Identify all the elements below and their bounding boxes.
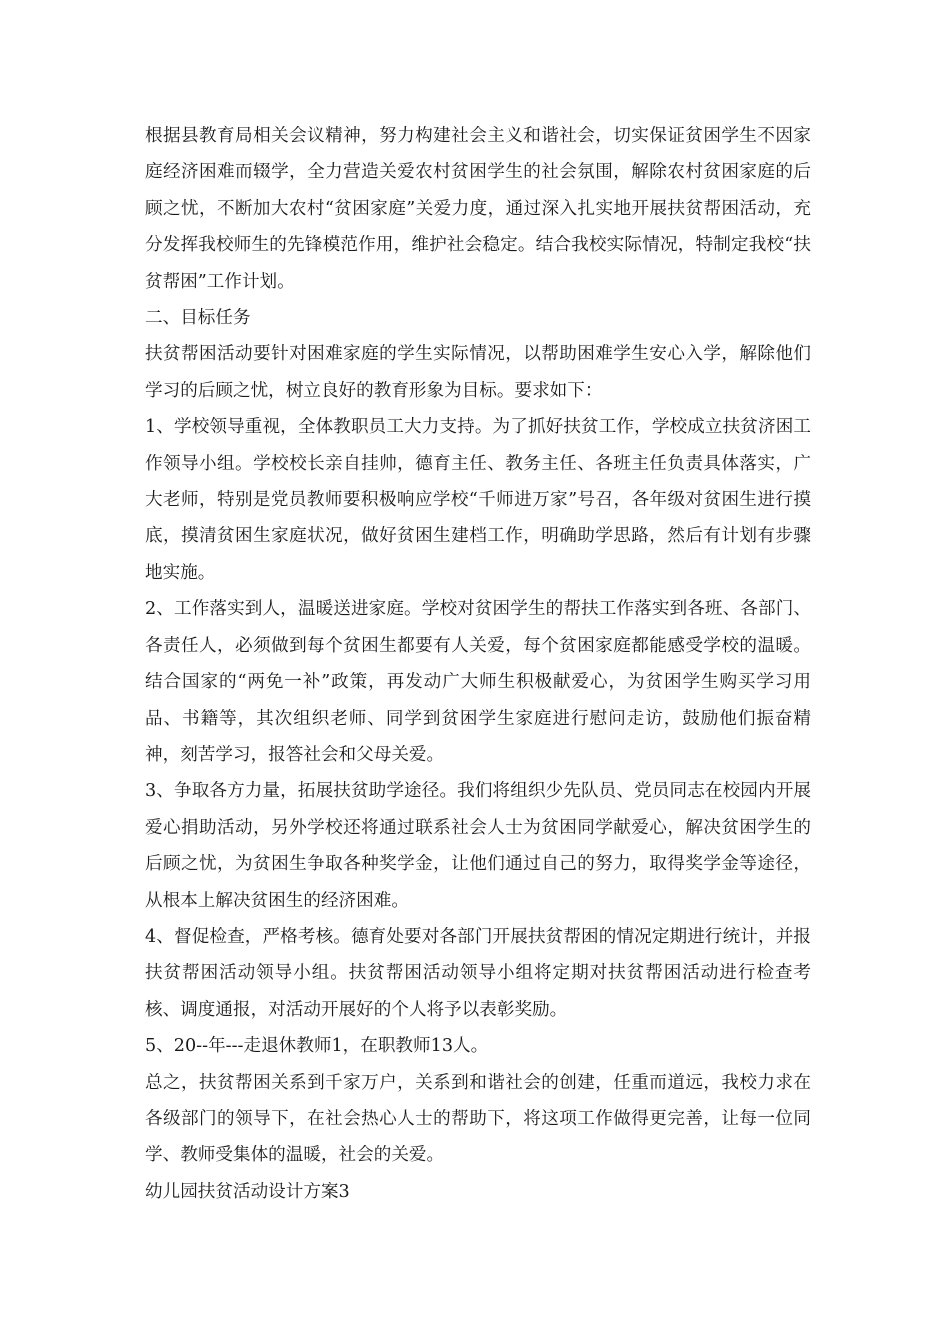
next-section-title: 幼儿园扶贫活动设计方案3 [145, 1181, 350, 1202]
list-item-2: 2、工作落实到人，温暖送进家庭。学校对贫困学生的帮扶工作落实到各班、各部门、各责任人，必须做到每个贫困生都要有人关爱，每个贫困家庭都能感受学校的温暖。结合国家的“两免一补”政策，再发动广大师生积极献爱心，为贫困学生购买学习用品、书籍等，其次组织老师、同学到贫困学生家庭进行慰问走访，鼓励他们振奋精神，刻苦学习，报答社会和父母关爱。 [145, 599, 811, 765]
goals-paragraph: 扶贫帮困活动要针对困难家庭的学生实际情况，以帮助困难学生安心入学，解除他们学习的后顾之忧，树立良好的教育形象为目标。要求如下： [145, 344, 811, 401]
conclusion-paragraph: 总之，扶贫帮困关系到千家万户，关系到和谐社会的创建，任重而道远，我校力求在各级部门的领导下，在社会热心人士的帮助下，将这项工作做得更完善，让每一位同学、教师受集体的温暖，社会的关爱。 [145, 1072, 811, 1166]
list-item-5: 5、20--年---走退休教师1，在职教师13人。 [145, 1036, 489, 1057]
list-item-4: 4、督促检查，严格考核。德育处要对各部门开展扶贫帮困的情况定期进行统计，并报扶贫帮困活动领导小组。扶贫帮困活动领导小组将定期对扶贫帮困活动进行检查考核、调度通报，对活动开展好的个人将予以表彰奖励。 [145, 926, 811, 1020]
document-body [145, 118, 811, 1210]
list-item-3: 3、争取各方力量，拓展扶贫助学途径。我们将组织少先队员、党员同志在校园内开展爱心捐助活动，另外学校还将通过联系社会人士为贫困同学献爱心，解决贫困学生的后顾之忧，为贫困生争取各种奖学金，让他们通过自己的努力，取得奖学金等途径，从根本上解决贫困生的经济困难。 [145, 781, 811, 911]
intro-paragraph: 根据县教育局相关会议精神，努力构建社会主义和谐社会，切实保证贫困学生不因家庭经济困难而辍学，全力营造关爱农村贫困学生的社会氛围，解除农村贫困家庭的后顾之忧，不断加大农村“贫困家庭”关爱力度，通过深入扎实地开展扶贫帮困活动，充分发挥我校师生的先锋模范作用，维护社会稳定。结合我校实际情况，特制定我校“扶贫帮困”工作计划。 [145, 126, 811, 292]
section-heading-goals: 二、目标任务 [145, 308, 251, 329]
list-item-1: 1、学校领导重视，全体教职员工大力支持。为了抓好扶贫工作，学校成立扶贫济困工作领导小组。学校校长亲自挂帅，德育主任、教务主任、各班主任负责具体落实，广大老师，特别是党员教师要积极响应学校“千师进万家”号召，各年级对贫困生进行摸底，摸清贫困生家庭状况，做好贫困生建档工作，明确助学思路，然后有计划有步骤地实施。 [145, 417, 811, 583]
